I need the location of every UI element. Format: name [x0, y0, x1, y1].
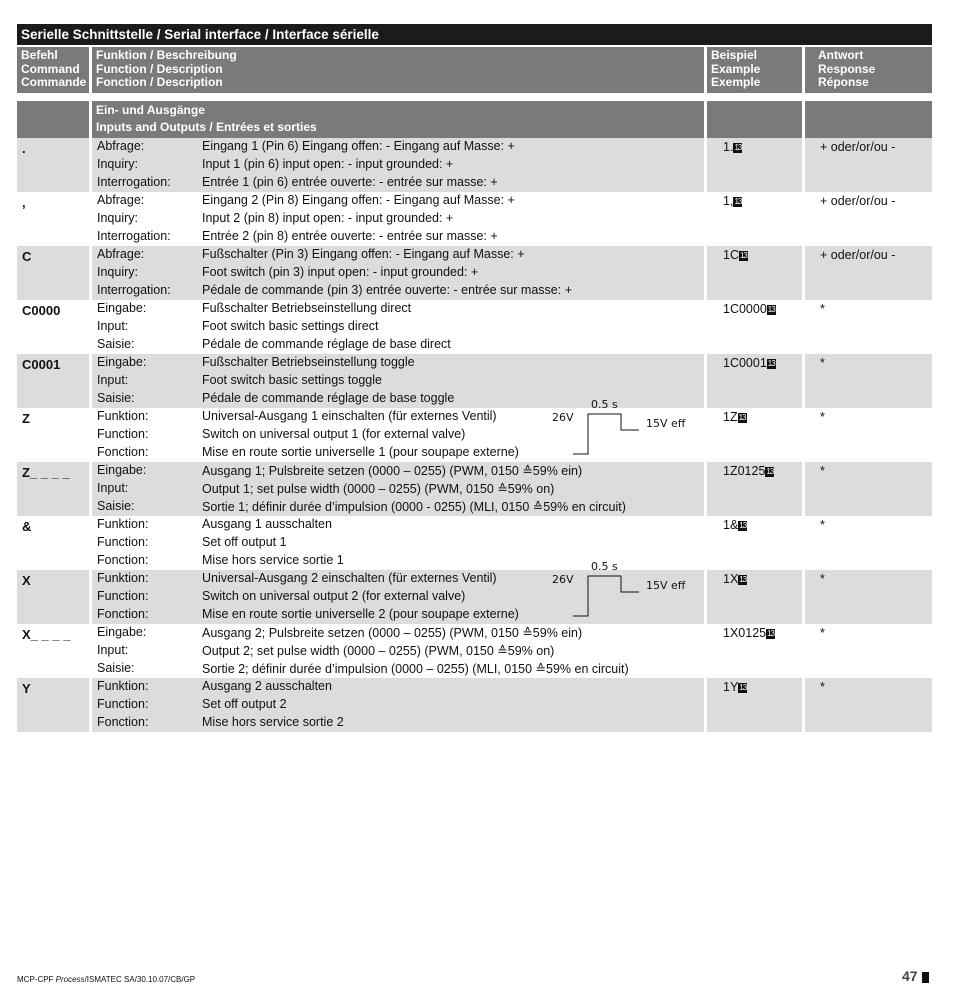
row-label: Fonction:: [97, 445, 149, 459]
row-description: Foot switch basic settings direct: [202, 319, 379, 333]
row-description: Mise hors service sortie 1: [202, 553, 344, 567]
example-command: [723, 680, 747, 694]
row-description: Output 2; set pulse width (0000 – 0255) (PWM, 0150 ≙59% on): [202, 644, 555, 658]
footer-document-id: [17, 975, 195, 984]
footer-suffix: /ISMATEC SA/30.10.07/CB/GP: [84, 975, 196, 984]
row-description: Ausgang 1; Pulsbreite setzen (0000 – 0255) (PWM, 0150 ≙59% ein): [202, 464, 583, 478]
carriage-return-icon: 13: [767, 305, 775, 314]
pulse-waveform-line: [573, 414, 639, 454]
table-row: [17, 678, 932, 732]
header-function-fr: Fonction / Description: [96, 75, 223, 89]
header-command: [17, 47, 89, 93]
command-code: &: [22, 519, 32, 534]
row-description: Switch on universal output 1 (for external valve): [202, 427, 466, 441]
example-command: [723, 626, 775, 640]
row-description: Input 1 (pin 6) input open: - input grounded: +: [202, 157, 454, 171]
section-example-cell: [707, 101, 802, 138]
table-cell: [707, 138, 802, 192]
response-value: *: [820, 410, 825, 424]
row-label: Eingabe:: [97, 463, 147, 477]
carriage-return-icon: 13: [734, 143, 742, 152]
command-code: .: [22, 141, 26, 156]
row-description: Output 1; set pulse width (0000 – 0255) (PWM, 0150 ≙59% on): [202, 482, 555, 496]
footer-prefix: MCP-CPF: [17, 975, 56, 984]
row-label: Function:: [97, 697, 149, 711]
example-text: 1Y: [723, 680, 739, 694]
response-value: *: [820, 680, 825, 694]
section-heading-en-fr: Inputs and Outputs / Entrées et sorties: [96, 120, 317, 134]
row-description: Entrée 2 (pin 8) entrée ouverte: - entrée sur masse: +: [202, 229, 498, 243]
row-label: Inquiry:: [97, 211, 138, 225]
row-label: Input:: [97, 373, 129, 387]
row-label: Saisie:: [97, 499, 135, 513]
example-command: [723, 572, 747, 586]
row-label: Interrogation:: [97, 283, 171, 297]
header-function: [92, 47, 704, 93]
table-row: [17, 192, 932, 246]
example-text: 1X: [723, 572, 739, 586]
example-text: 1C0001: [723, 356, 767, 370]
row-label: Funktion:: [97, 679, 149, 693]
command-code: C0000: [22, 303, 61, 318]
example-command: [723, 140, 742, 154]
header-function-de: Funktion / Beschreibung: [96, 48, 237, 62]
example-text: 1Z0125: [723, 464, 766, 478]
row-description: Universal-Ausgang 1 einschalten (für externes Ventil): [202, 409, 497, 423]
row-description: Switch on universal output 2 (for external valve): [202, 589, 466, 603]
carriage-return-icon: 13: [767, 629, 775, 638]
carriage-return-icon: 13: [739, 575, 747, 584]
page-number: 47: [902, 968, 918, 984]
table-cell: [707, 678, 802, 732]
table-row: [17, 624, 932, 678]
page-title: Serielle Schnittstelle / Serial interface / Interface sérielle: [17, 24, 932, 45]
row-description: Foot switch basic settings toggle: [202, 373, 382, 387]
header-command-en: Command: [21, 61, 80, 76]
row-label: Saisie:: [97, 391, 135, 405]
header-response-fr: Réponse: [818, 75, 869, 89]
row-label: Interrogation:: [97, 229, 171, 243]
table-cell: [17, 192, 89, 246]
row-description: Ausgang 2 ausschalten: [202, 679, 332, 693]
row-label: Input:: [97, 481, 129, 495]
row-label: Abfrage:: [97, 139, 145, 153]
pulse-low-voltage: 15V eff: [646, 417, 686, 430]
table-row: [17, 354, 932, 408]
section-heading-de: Ein- und Ausgänge: [96, 103, 205, 117]
row-description: Eingang 2 (Pin 8) Eingang offen: - Eingang auf Masse: +: [202, 193, 515, 207]
row-label: Funktion:: [97, 517, 149, 531]
row-description: Pédale de commande (pin 3) entrée ouverte: - entrée sur masse: +: [202, 283, 572, 297]
row-label: Function:: [97, 589, 149, 603]
example-command: [723, 518, 747, 532]
pulse-waveform-icon: [569, 408, 639, 458]
row-label: Input:: [97, 643, 129, 657]
header-response: [805, 47, 932, 93]
pulse-waveform-line: [573, 576, 639, 616]
pulse-low-voltage: 15V eff: [646, 579, 686, 592]
section-heading: [92, 101, 704, 138]
row-label: Saisie:: [97, 337, 135, 351]
row-description: Entrée 1 (pin 6) entrée ouverte: - entrée sur masse: +: [202, 175, 498, 189]
response-value: + oder/or/ou -: [820, 248, 896, 262]
example-text: 1.: [723, 140, 734, 154]
row-label: Inquiry:: [97, 265, 138, 279]
pulse-high-voltage: 26V: [552, 573, 574, 586]
row-label: Eingabe:: [97, 625, 147, 639]
response-value: + oder/or/ou -: [820, 194, 896, 208]
row-label: Fonction:: [97, 715, 149, 729]
example-text: 1C: [723, 248, 739, 262]
row-label: Eingabe:: [97, 301, 147, 315]
carriage-return-icon: 13: [738, 413, 746, 422]
table-cell: [17, 138, 89, 192]
example-text: 1C0000: [723, 302, 767, 316]
response-value: *: [820, 302, 825, 316]
carriage-return-icon: 13: [766, 467, 774, 476]
row-description: Foot switch (pin 3) input open: - input grounded: +: [202, 265, 479, 279]
row-description: Fußschalter Betriebseinstellung direct: [202, 301, 412, 315]
command-code: Z_ _ _ _: [22, 465, 70, 480]
section-command-cell: [17, 101, 89, 138]
header-example: [707, 47, 802, 93]
header-example-en: Example: [711, 61, 761, 76]
command-code: X_ _ _ _: [22, 627, 71, 642]
row-label: Inquiry:: [97, 157, 138, 171]
table-row: [17, 246, 932, 300]
example-text: 1&: [723, 518, 739, 532]
table-cell: [92, 678, 704, 732]
row-description: Mise en route sortie universelle 1 (pour soupape externe): [202, 445, 519, 459]
response-value: *: [820, 626, 825, 640]
table-row: [17, 300, 932, 354]
row-description: Ausgang 2; Pulsbreite setzen (0000 – 0255) (PWM, 0150 ≙59% ein): [202, 626, 583, 640]
row-description: Sortie 1; définir durée d’impulsion (0000 - 0255) (MLI, 0150 ≙59% en circuit): [202, 500, 626, 514]
response-value: *: [820, 518, 825, 532]
row-label: Abfrage:: [97, 193, 145, 207]
row-description: Set off output 2: [202, 697, 287, 711]
header-command-fr: Commande: [21, 75, 87, 89]
example-command: [723, 410, 747, 424]
row-description: Input 2 (pin 8) input open: - input grounded: +: [202, 211, 454, 225]
pulse-high-voltage: 26V: [552, 411, 574, 424]
row-description: Mise en route sortie universelle 2 (pour soupape externe): [202, 607, 519, 621]
command-code: C0001: [22, 357, 61, 372]
example-command: [723, 248, 748, 262]
row-label: Function:: [97, 427, 149, 441]
command-code: X: [22, 573, 31, 588]
row-description: Universal-Ausgang 2 einschalten (für externes Ventil): [202, 571, 497, 585]
row-label: Fonction:: [97, 553, 149, 567]
footer-italic: Process: [55, 975, 85, 984]
example-command: [723, 302, 776, 316]
table-row: [17, 462, 932, 516]
row-description: Sortie 2; définir durée d’impulsion (0000 – 0255) (MLI, 0150 ≙59% en circuit): [202, 662, 629, 676]
header-example-fr: Exemple: [711, 75, 761, 89]
command-code: Y: [22, 681, 31, 696]
row-label: Eingabe:: [97, 355, 147, 369]
table-cell: [707, 246, 802, 300]
response-value: *: [820, 572, 825, 586]
row-label: Saisie:: [97, 661, 135, 675]
row-description: Set off output 1: [202, 535, 287, 549]
table-cell: [707, 192, 802, 246]
carriage-return-icon: 13: [739, 521, 747, 530]
header-function-en: Function / Description: [96, 61, 223, 76]
row-description: Ausgang 1 ausschalten: [202, 517, 332, 531]
table-cell: [707, 516, 802, 570]
row-description: Fußschalter Betriebseinstellung toggle: [202, 355, 415, 369]
row-description: Fußschalter (Pin 3) Eingang offen: - Eingang auf Masse: +: [202, 247, 525, 261]
example-command: [723, 356, 776, 370]
row-label: Funktion:: [97, 409, 149, 423]
carriage-return-icon: 13: [734, 197, 742, 206]
table-row: [17, 138, 932, 192]
response-value: *: [820, 356, 825, 370]
row-description: Mise hors service sortie 2: [202, 715, 344, 729]
table-row: [17, 516, 932, 570]
pulse-duration: 0.5 s: [591, 398, 618, 411]
row-label: Funktion:: [97, 571, 149, 585]
row-label: Fonction:: [97, 607, 149, 621]
section-response-cell: [805, 101, 932, 138]
row-description: Pédale de commande réglage de base direct: [202, 337, 451, 351]
page-marker: [922, 972, 929, 983]
row-description: Eingang 1 (Pin 6) Eingang offen: - Eingang auf Masse: +: [202, 139, 515, 153]
example-text: 1,: [723, 194, 734, 208]
example-text: 1X0125: [723, 626, 767, 640]
response-value: *: [820, 464, 825, 478]
example-command: [723, 464, 774, 478]
example-command: [723, 194, 742, 208]
header-response-de: Antwort: [818, 48, 864, 62]
header-command-de: Befehl: [21, 48, 58, 62]
carriage-return-icon: 13: [739, 251, 747, 260]
header-example-de: Beispiel: [711, 48, 758, 62]
row-label: Input:: [97, 319, 129, 333]
row-label: Function:: [97, 535, 149, 549]
command-code: C: [22, 249, 32, 264]
row-label: Abfrage:: [97, 247, 145, 261]
response-value: + oder/or/ou -: [820, 140, 896, 154]
carriage-return-icon: 13: [767, 359, 775, 368]
command-code: ,: [22, 195, 26, 210]
row-label: Interrogation:: [97, 175, 171, 189]
pulse-duration: 0.5 s: [591, 560, 618, 573]
example-text: 1Z: [723, 410, 738, 424]
table-cell: [707, 408, 802, 462]
header-response-en: Response: [818, 61, 876, 76]
carriage-return-icon: 13: [739, 683, 747, 692]
pulse-waveform-icon: [569, 570, 639, 620]
command-code: Z: [22, 411, 30, 426]
table-cell: [707, 570, 802, 624]
row-description: Pédale de commande réglage de base toggle: [202, 391, 455, 405]
